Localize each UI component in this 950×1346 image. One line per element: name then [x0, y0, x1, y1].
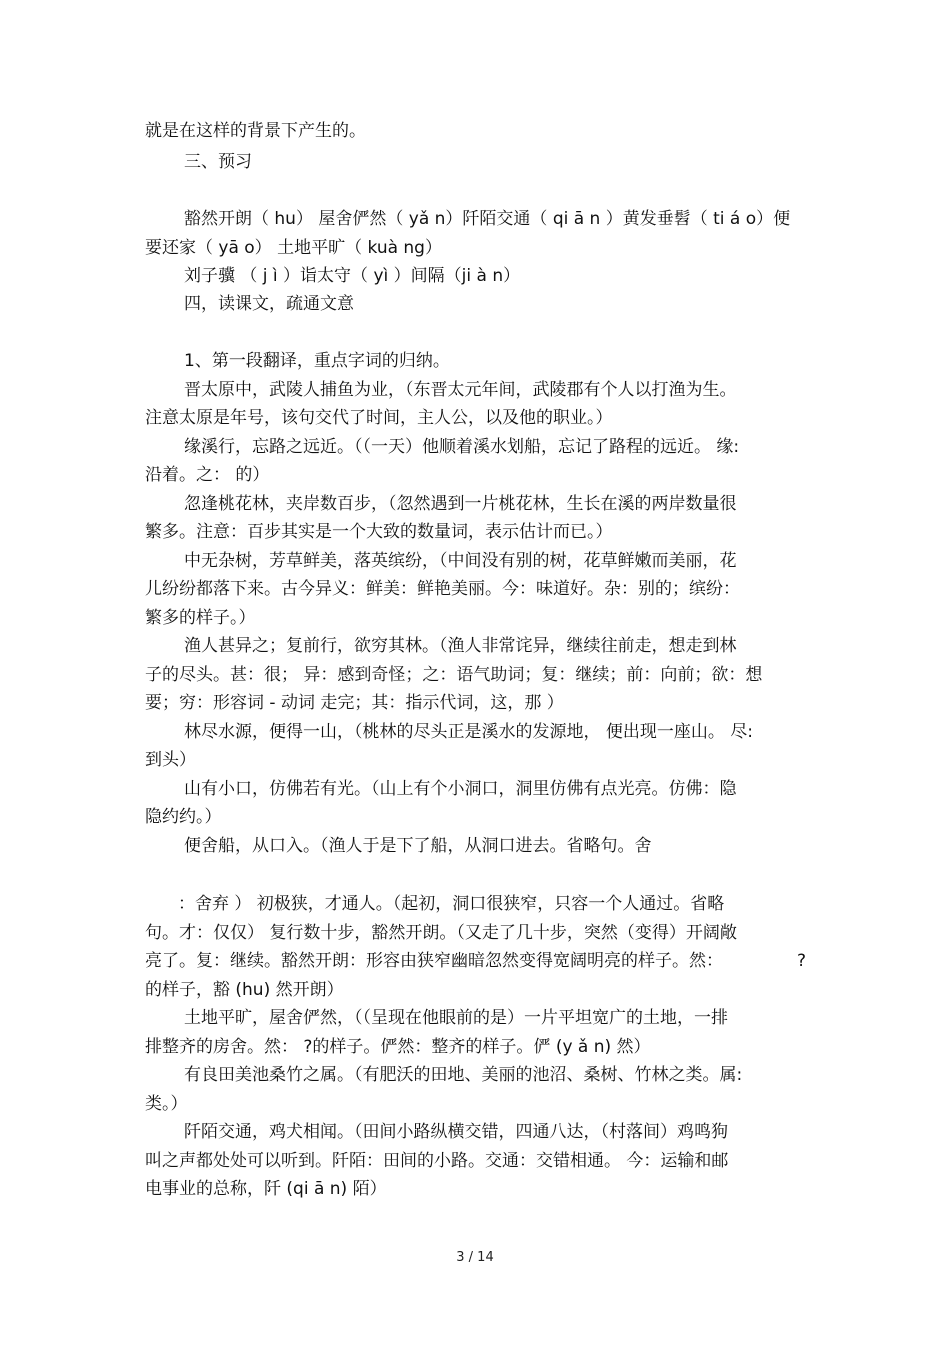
text-line: 的样子，豁 (hu) 然开朗） [145, 980, 344, 1000]
page-number: 3 / 14 [456, 1250, 494, 1265]
text-line: 子的尽头。甚：很； 异：感到奇怪；之：语气助词；复：继续；前：向前；欲：想 [145, 665, 763, 685]
text-line: 便舍船，从口入。（渔人于是下了船，从洞口进去。省略句。舍 [184, 836, 652, 856]
text-line: 要还家（ yā o） 土地平旷（ kuà ng） [145, 238, 442, 258]
text-line: ：舍弃 ） 初极狭，才通人。（起初，洞口很狭窄，只容一个人通过。省略 [178, 894, 725, 914]
text-line: 注意太原是年号，该句交代了时间，主人公，以及他的职业。） [145, 408, 613, 428]
text-line: 山有小口，仿佛若有光。（山上有个小洞口，洞里仿佛有点光亮。仿佛：隐 [184, 779, 737, 799]
text-line: 电事业的总称，阡 (qi ā n) 陌） [145, 1179, 387, 1199]
text-line: 亮了。复：继续。豁然开朗：形容由狭窄幽暗忽然变得宽阔明亮的样子。然： [145, 951, 723, 971]
section-heading: 三、预习 [184, 152, 252, 172]
text-line: 晋太原中，武陵人捕鱼为业，（东晋太元年间，武陵郡有个人以打渔为生。 [184, 380, 737, 400]
subsection-heading: 1、第一段翻译，重点字词的归纳。 [184, 351, 450, 371]
text-line: 儿纷纷都落下来。古今异义：鲜美：鲜艳美丽。今：味道好。杂：别的；缤纷： [145, 579, 740, 599]
text-line: 林尽水源，便得一山，（桃林的尽头正是溪水的发源地， 便出现一座山。 尽: [184, 722, 754, 742]
text-line: 就是在这样的背景下产生的。 [145, 121, 366, 141]
text-line: 土地平旷，屋舍俨然，（（呈现在他眼前的是）一片平坦宽广的土地，一排 [184, 1008, 728, 1028]
text-line: 沿着。之： 的） [145, 465, 270, 485]
text-line: 繁多的样子。） [145, 608, 256, 628]
text-line: 阡陌交通，鸡犬相闻。（田间小路纵横交错，四通八达，（村落间）鸡鸣狗 [184, 1122, 728, 1142]
text-line: 中无杂树，芳草鲜美，落英缤纷，（中间没有别的树，花草鲜嫩而美丽，花 [184, 551, 737, 571]
text-line: 缘溪行，忘路之远近。（（一天）他顺着溪水划船，忘记了路程的远近。 缘: [184, 437, 740, 457]
text-line: 排整齐的房舍。然： ?的样子。俨然：整齐的样子。俨 (y ǎ n) 然） [145, 1037, 651, 1057]
placeholder-mark: ? [797, 951, 807, 971]
text-line: 要；穷：形容词 - 动词 走完；其：指示代词，这，那 ） [145, 693, 564, 713]
text-line: 渔人甚异之；复前行，欲穷其林。（渔人非常诧异，继续往前走，想走到林 [184, 636, 737, 656]
text-line: 叫之声都处处可以听到。阡陌：田间的小路。交通：交错相通。 今：运输和邮 [145, 1151, 729, 1171]
text-line: 有良田美池桑竹之属。（有肥沃的田地、美丽的池沼、桑树、竹林之类。属: [184, 1065, 743, 1085]
text-line: 隐约约。） [145, 807, 222, 827]
text-line: 到头） [145, 750, 196, 770]
section-heading: 四，读课文，疏通文意 [184, 294, 354, 314]
text-line: 句。才：仅仅） 复行数十步，豁然开朗。（又走了几十步，突然（变得）开阔敞 [145, 923, 737, 943]
text-line: 豁然开朗（ hu） 屋舍俨然（ yǎ n）阡陌交通（ qi ā n ）黄发垂髫（ ti á o）便 [184, 209, 791, 229]
text-line: 刘子骥 （ j ì ）诣太守（ yì ）间隔（ji à n） [184, 266, 521, 286]
text-line: 忽逢桃花林，夹岸数百步，（忽然遇到一片桃花林，生长在溪的两岸数量很 [184, 494, 737, 514]
text-line: 繁多。注意：百步其实是一个大致的数量词，表示估计而已。） [145, 522, 613, 542]
text-line: 类。） [145, 1094, 188, 1114]
